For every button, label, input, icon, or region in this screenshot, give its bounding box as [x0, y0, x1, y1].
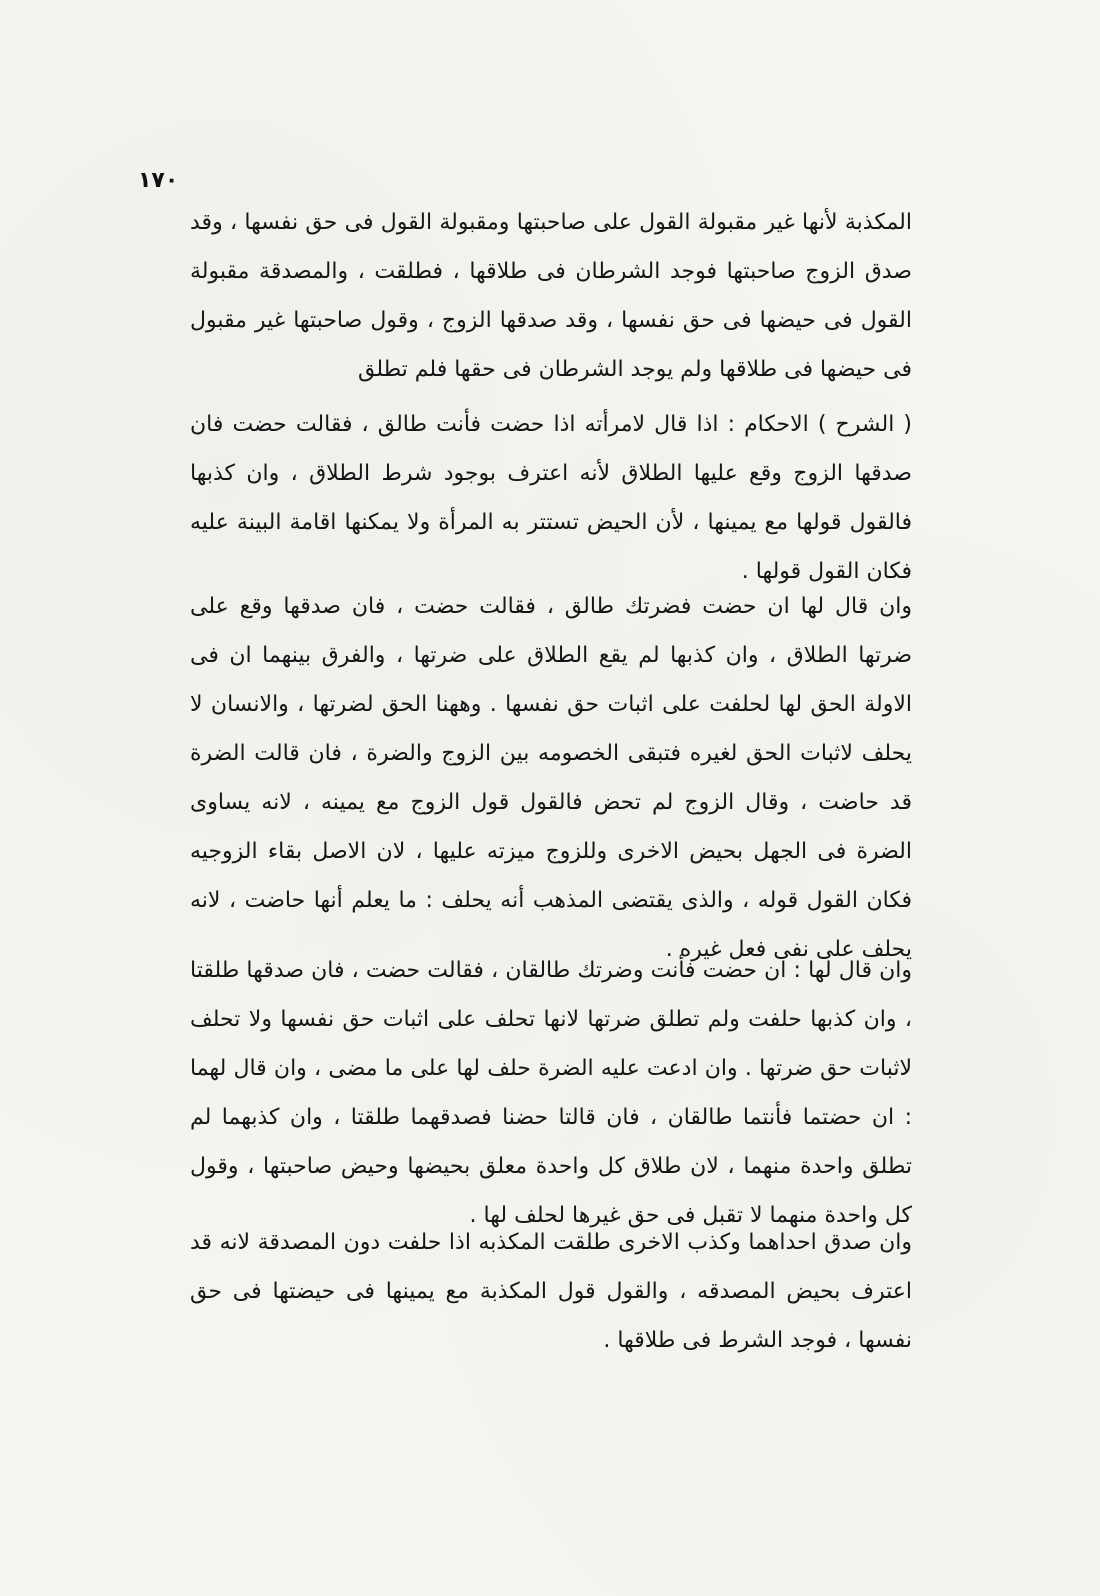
paragraph: ( الشرح ) الاحكام : اذا قال لامرأته اذا حضت فأنت طالق ، فقالت حضت فان صدقها الزوج وقع عليها الطلاق لأنه اعترف بوجود شرط الطلاق ، وان كذبها فالقول قولها مع يمينها ، لأن الحيض تستتر به المرأة ولا يمكنها اقامة البينة عليه فكان القول قولها . — [190, 412, 912, 584]
paragraph-5-block — [190, 1218, 912, 1365]
paragraph: وان قال لها : ان حضت فأنت وضرتك طالقان ، فقالت حضت ، فان صدقها طلقتا ، وان كذبها حلفت ولم تطلق ضرتها لانها تحلف على اثبات حق نفسها ولا تحلف لاثبات حق ضرتها . وان ادعت عليه الضرة حلف لها على ما مضى ، وان قال لهما : ان حضتما فأنتما طالقان ، فان قالتا حضنا فصدقهما طلقتا ، وان كذبهما لم تطلق واحدة منهما ، لان طلاق كل واحدة معلق بحيضها وحيض صاحبتها ، وقول كل واحدة منهما لا تقبل فى حق غيرها لحلف لها . — [190, 958, 912, 1228]
paragraph: وان قال لها ان حضت فضرتك طالق ، فقالت حضت ، فان صدقها وقع على ضرتها الطلاق ، وان كذبها لم يقع الطلاق على ضرتها ، والفرق بينهما ان فى الاولة الحق لها لحلفت على اثبات حق نفسها . وههنا الحق لضرتها ، والانسان لا يحلف لاثبات الحق لغيره فتبقى الخصومه بين الزوج والضرة ، فان قالت الضرة قد حاضت ، وقال الزوج لم تحض فالقول قول الزوج مع يمينه ، لانه يساوى الضرة فى الجهل بحيض الاخرى وللزوج ميزته عليها ، لان الاصل بقاء الزوجيه فكان القول قوله ، والذى يقتضى المذهب أنه يحلف : ما يعلم أنها حاضت ، لانه يحلف على نفى فعل غيره . — [190, 594, 912, 962]
paragraph: وان صدق احداهما وكذب الاخرى طلقت المكذبه اذا حلفت دون المصدقة لانه قد اعترف بحيض المصدقه ، والقول قول المكذبة مع يمينها فى حيضتها فى حق نفسها ، فوجد الشرط فى طلاقها . — [190, 1230, 912, 1353]
paragraph: المكذبة لأنها غير مقبولة القول على صاحبتها ومقبولة القول فى حق نفسها ، وقد صدق الزوج صاحبتها فوجد الشرطان فى طلاقها ، فطلقت ، والمصدقة مقبولة القول فى حيضها فى حق نفسها ، وقد صدقها الزوج ، وقول صاحبتها غير مقبول فى حيضها فى طلاقها ولم يوجد الشرطان فى حقها فلم تطلق — [190, 210, 912, 382]
paragraph-3-block — [190, 582, 912, 974]
paragraph-1-block — [190, 198, 912, 394]
paragraph-2-block — [190, 400, 912, 596]
page-number: ١٧٠ — [138, 168, 179, 193]
paragraph-4-block — [190, 946, 912, 1240]
